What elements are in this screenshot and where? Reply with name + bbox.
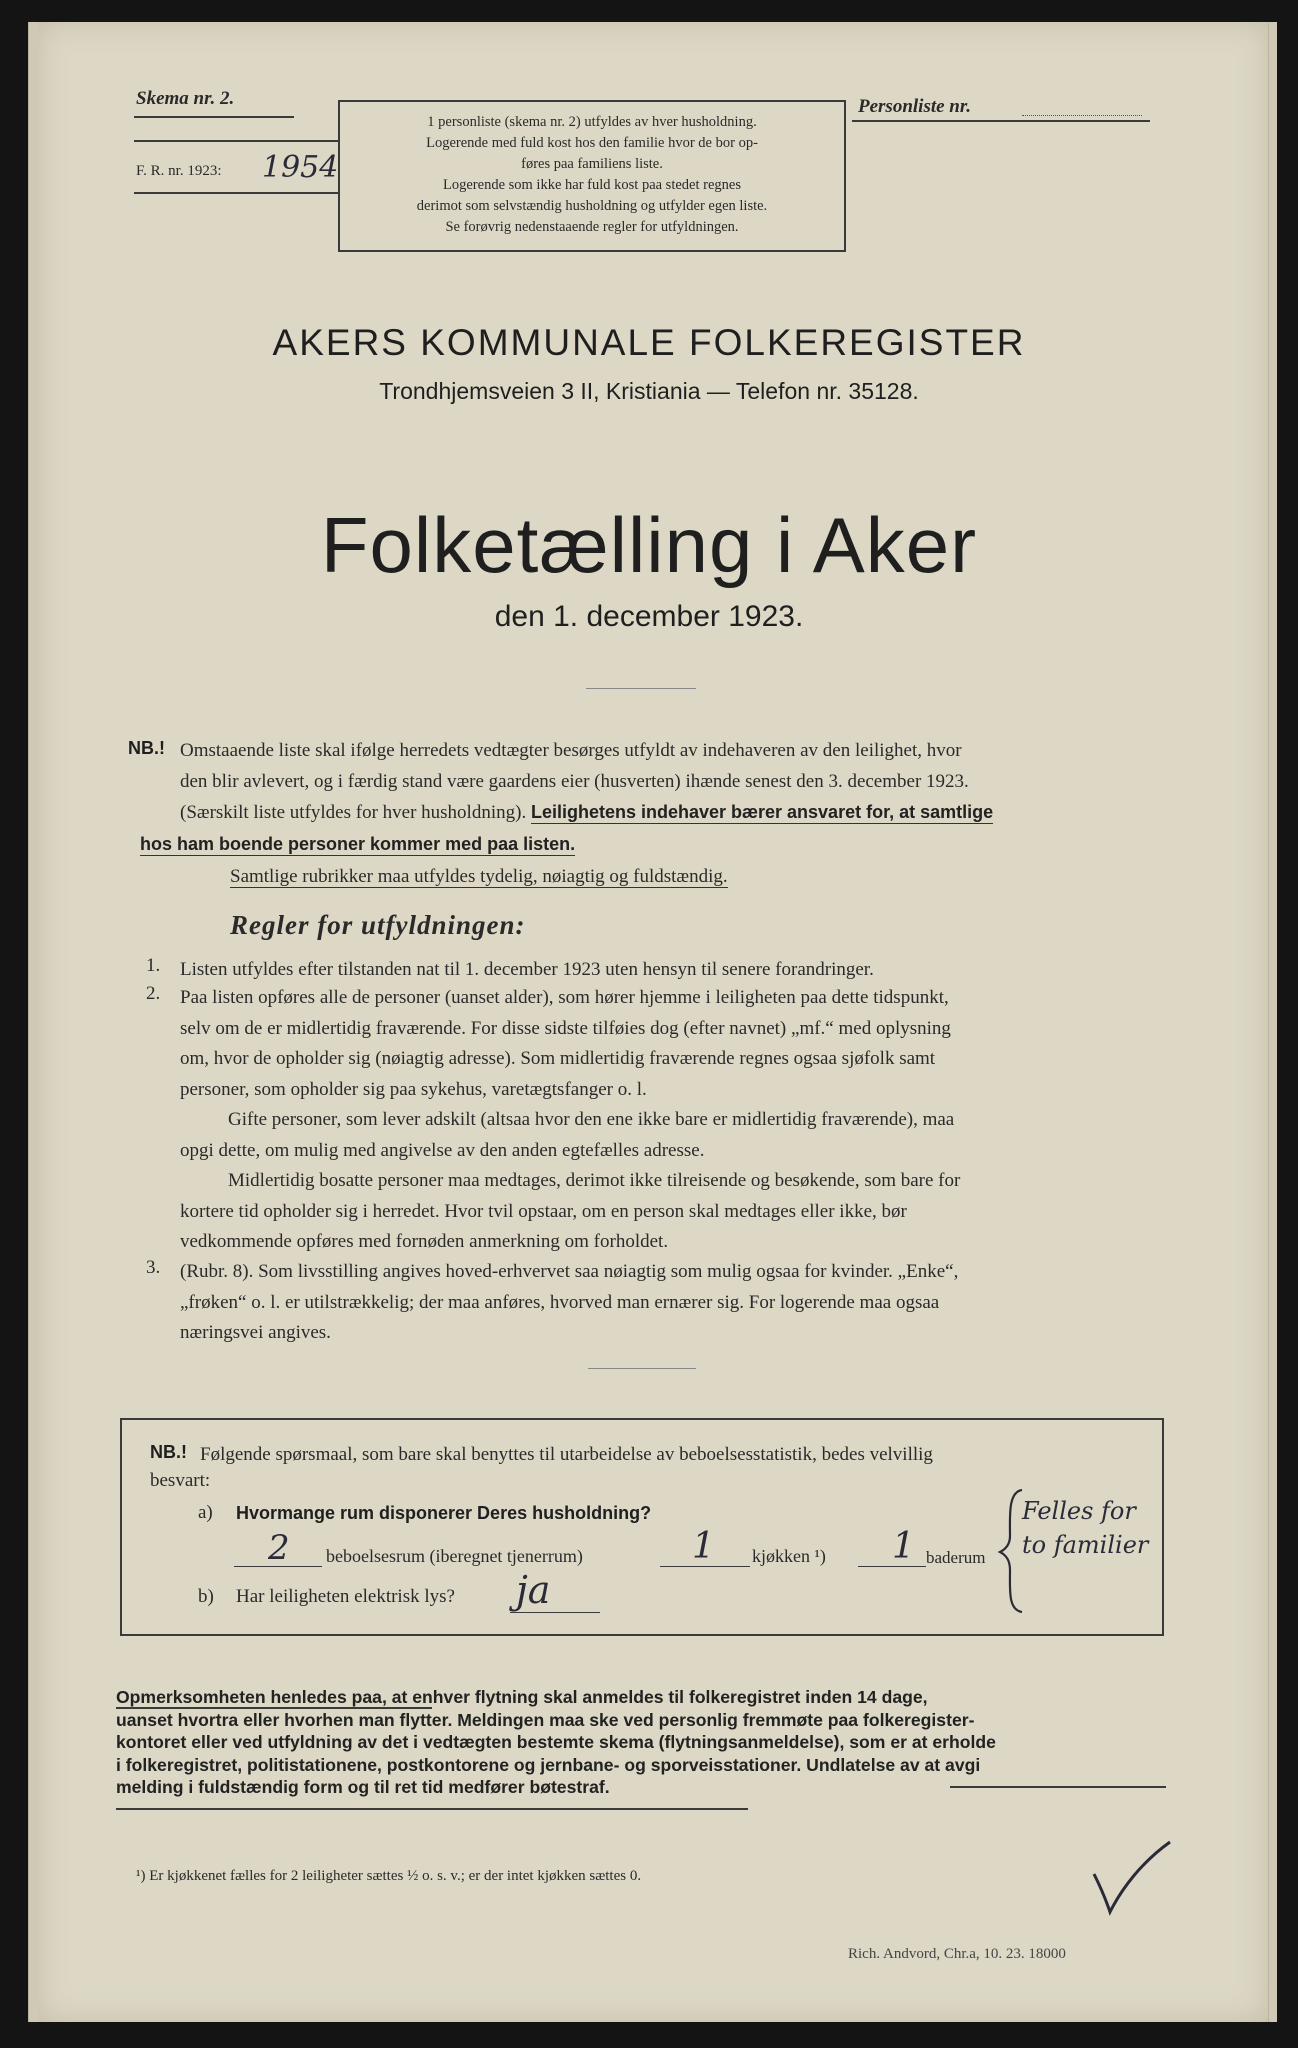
- nb1-label: NB.!: [128, 738, 165, 758]
- header-rule-left: [134, 140, 339, 142]
- notice-line-2: Logerende med fuld kost hos den familie hvor de bor op-: [426, 135, 758, 151]
- rule-2-line-8: kortere tid opholder sig i herredet. Hvor tvil opstaar, om en person skal medtages eller ikke, bør: [180, 1200, 907, 1222]
- rules-divider: [588, 1368, 696, 1369]
- moving-notice-line-3: kontoret eller ved utfyldning av det i vedtægten bestemte skema (flytningsanmeldelse), som er at erholde: [116, 1732, 996, 1752]
- rule-2-line-7: Midlertidig bosatte personer maa medtages, derimot ikke tilreisende og besøkende, som bare for: [228, 1170, 961, 1191]
- nb1-line-1: Omstaaende liste skal ifølge herredets vedtægter besørges utfyldt av indehaveren av den leilighet, hvor: [180, 740, 962, 761]
- personliste-rule: [852, 120, 1150, 122]
- household-notice-text: [352, 112, 832, 238]
- rule-3-number: 3.: [146, 1257, 161, 1278]
- rule-2-line-6: opgi dette, om mulig med angivelse av den anden egtefælles adresse.: [180, 1139, 705, 1161]
- notice-underline-3: [116, 1808, 748, 1810]
- notice-underline-1: [116, 1707, 432, 1709]
- nb1-line-4: [140, 829, 1158, 861]
- notice-line-3: føres paa familiens liste.: [521, 156, 663, 172]
- nb1-line-5-text: Samtlige rubrikker maa utfyldes tydelig, nøiagtig og fuldstændig.: [230, 866, 728, 887]
- handwritten-note-line-1: Felles for: [1022, 1497, 1136, 1525]
- question-a-label: a): [198, 1502, 213, 1523]
- rules-heading: Regler for utfyldningen:: [230, 910, 526, 940]
- notice-underline-2: [950, 1786, 1166, 1788]
- printer-imprint: Rich. Andvord, Chr.a, 10. 23. 18000: [848, 1946, 1066, 1962]
- moving-notice-line-2: uanset hvortra eller hvorhen man flytter. Meldingen maa ske ved personlig fremmøte paa folkeregister-: [116, 1709, 975, 1730]
- moving-notice-line-5: melding i fuldstændig form og til ret tid medfører bøtestraf.: [116, 1777, 610, 1797]
- moving-notice-line-1: Opmerksomheten henledes paa, at enhver flytning skal anmeldes til folkeregistret inden 14 dage,: [116, 1687, 928, 1707]
- notice-line-6: Se forøvrig nedenstaaende regler for utfyldningen.: [445, 219, 739, 235]
- personliste-dots: [1022, 115, 1142, 116]
- rule-3: [180, 1257, 1160, 1349]
- main-title: Folketælling i Aker: [320, 501, 978, 589]
- question-b-text: Har leiligheten elektrisk lys?: [236, 1586, 455, 1607]
- rule-2-line-5: Gifte personer, som lever adskilt (altsaa hvor den ene ikke bare er midlertidig fraværende), maa: [228, 1109, 955, 1130]
- rule-3-line-1: (Rubr. 8). Som livsstilling angives hoved-erhvervet saa nøiagtig som mulig ogsaa for kvinder. „Enke“,: [180, 1261, 959, 1282]
- handwritten-note: [1022, 1494, 1148, 1562]
- rule-2-line-9: vedkommende opføres med fornøden anmerkning om forholdet.: [180, 1231, 669, 1252]
- nb1-line-4-text: hos ham boende personer kommer med paa listen.: [140, 833, 576, 854]
- question-a: Hvormange rum disponerer Deres husholdning?: [236, 1503, 652, 1523]
- rule-1-number: 1.: [146, 955, 161, 976]
- rule-2-line-2: selv om de er midlertidig fraværende. For disse sidste tilføies dog (efter navnet) „mf.“ med oplysning: [180, 1017, 951, 1039]
- skema-underline: [134, 116, 294, 118]
- kitchen-value: 1: [692, 1526, 715, 1567]
- title-date: den 1. december 1923.: [494, 600, 804, 633]
- fr-label: F. R. nr. 1923:: [136, 163, 222, 179]
- handwritten-note-line-2: to familier: [1022, 1531, 1149, 1559]
- question-b: [236, 1586, 455, 1608]
- moving-notice: [116, 1686, 1166, 1799]
- notice-line-5: derimot som selvstændig husholdning og utfylder egen liste.: [416, 198, 768, 214]
- nb1-line-3a: (Særskilt liste utfyldes for hver husholdning).: [180, 802, 527, 823]
- rule-1: Listen utfyldes efter tilstanden nat til 1. december 1923 uten hensyn til senere forandringer.: [180, 959, 874, 980]
- bath-value: 1: [892, 1526, 915, 1567]
- title-divider: [586, 688, 696, 689]
- personliste-label: Personliste nr.: [858, 96, 971, 117]
- nb2-intro-line-1: Følgende spørsmaal, som bare skal benyttes til utarbeidelse av beboelsesstatistik, bedes velvillig: [200, 1444, 933, 1465]
- fr-number-handwritten: 1954: [262, 150, 339, 185]
- nb2-intro-line-2: besvart:: [150, 1470, 211, 1491]
- moving-notice-line-4: i folkeregistret, politistationene, postkontorene og jernbane- og sporveisstationer. Undlatelse av at avgi: [116, 1754, 981, 1775]
- rule-3-line-2: „frøken“ o. l. er utilstrækkelig; der maa anføres, hvorved man ernærer sig. For logerende maa ogsaa: [180, 1291, 940, 1313]
- question-b-label: b): [198, 1586, 214, 1607]
- fr-underline: [134, 192, 339, 194]
- nb2-intro: [200, 1440, 1140, 1470]
- rule-2: [180, 983, 1160, 1258]
- office-address: Trondhjemsveien 3 II, Kristiania — Telefon nr. 35128.: [379, 378, 919, 404]
- rule-2-number: 2.: [146, 983, 161, 1004]
- notice-line-1: 1 personliste (skema nr. 2) utfyldes av hver husholdning.: [427, 114, 757, 130]
- nb1-line-3: [180, 797, 1158, 829]
- question-b-answer-line: [510, 1612, 600, 1613]
- kitchen-label: kjøkken ¹): [752, 1546, 826, 1566]
- office-name: AKERS KOMMUNALE FOLKEREGISTER: [272, 322, 1026, 363]
- nb1-line-2: den blir avlevert, og i færdig stand være gaardens eier (husverten) ihænde senest den 3. december 1923.: [180, 770, 969, 792]
- skema-label: Skema nr. 2.: [136, 88, 235, 109]
- rooms-value: 2: [268, 1528, 290, 1568]
- rule-2-line-3: om, hvor de opholder sig (nøiagtig adresse). Som midlertidig fraværende regnes ogsaa sjøfolk samt: [180, 1048, 936, 1069]
- nb1-line-3b: Leilighetens indehaver bærer ansvaret for, at samtlige: [530, 802, 994, 822]
- kitchen-footnote: ¹) Er kjøkkenet fælles for 2 leiligheter sættes ½ o. s. v.; er der intet kjøkken sættes 0.: [136, 1868, 642, 1884]
- nb1-text: [140, 736, 1158, 893]
- rule-2-line-4: personer, som opholder sig paa sykehus, varetægtsfanger o. l.: [180, 1078, 647, 1100]
- bath-label: baderum: [926, 1548, 986, 1567]
- rule-3-line-3: næringsvei angives.: [180, 1322, 331, 1343]
- notice-line-4: Logerende som ikke har fuld kost paa stedet regnes: [443, 177, 741, 193]
- rooms-label: beboelsesrum (iberegnet tjenerrum): [326, 1546, 583, 1566]
- handwritten-checkmark: [1088, 1838, 1178, 1918]
- rule-2-line-1: Paa listen opføres alle de personer (uanset alder), som hører hjemme i leiligheten paa dette tidspunkt,: [180, 987, 949, 1008]
- question-b-answer: ja: [516, 1568, 551, 1612]
- nb2-label: NB.!: [150, 1442, 187, 1462]
- nb1-line-5: [230, 862, 1158, 893]
